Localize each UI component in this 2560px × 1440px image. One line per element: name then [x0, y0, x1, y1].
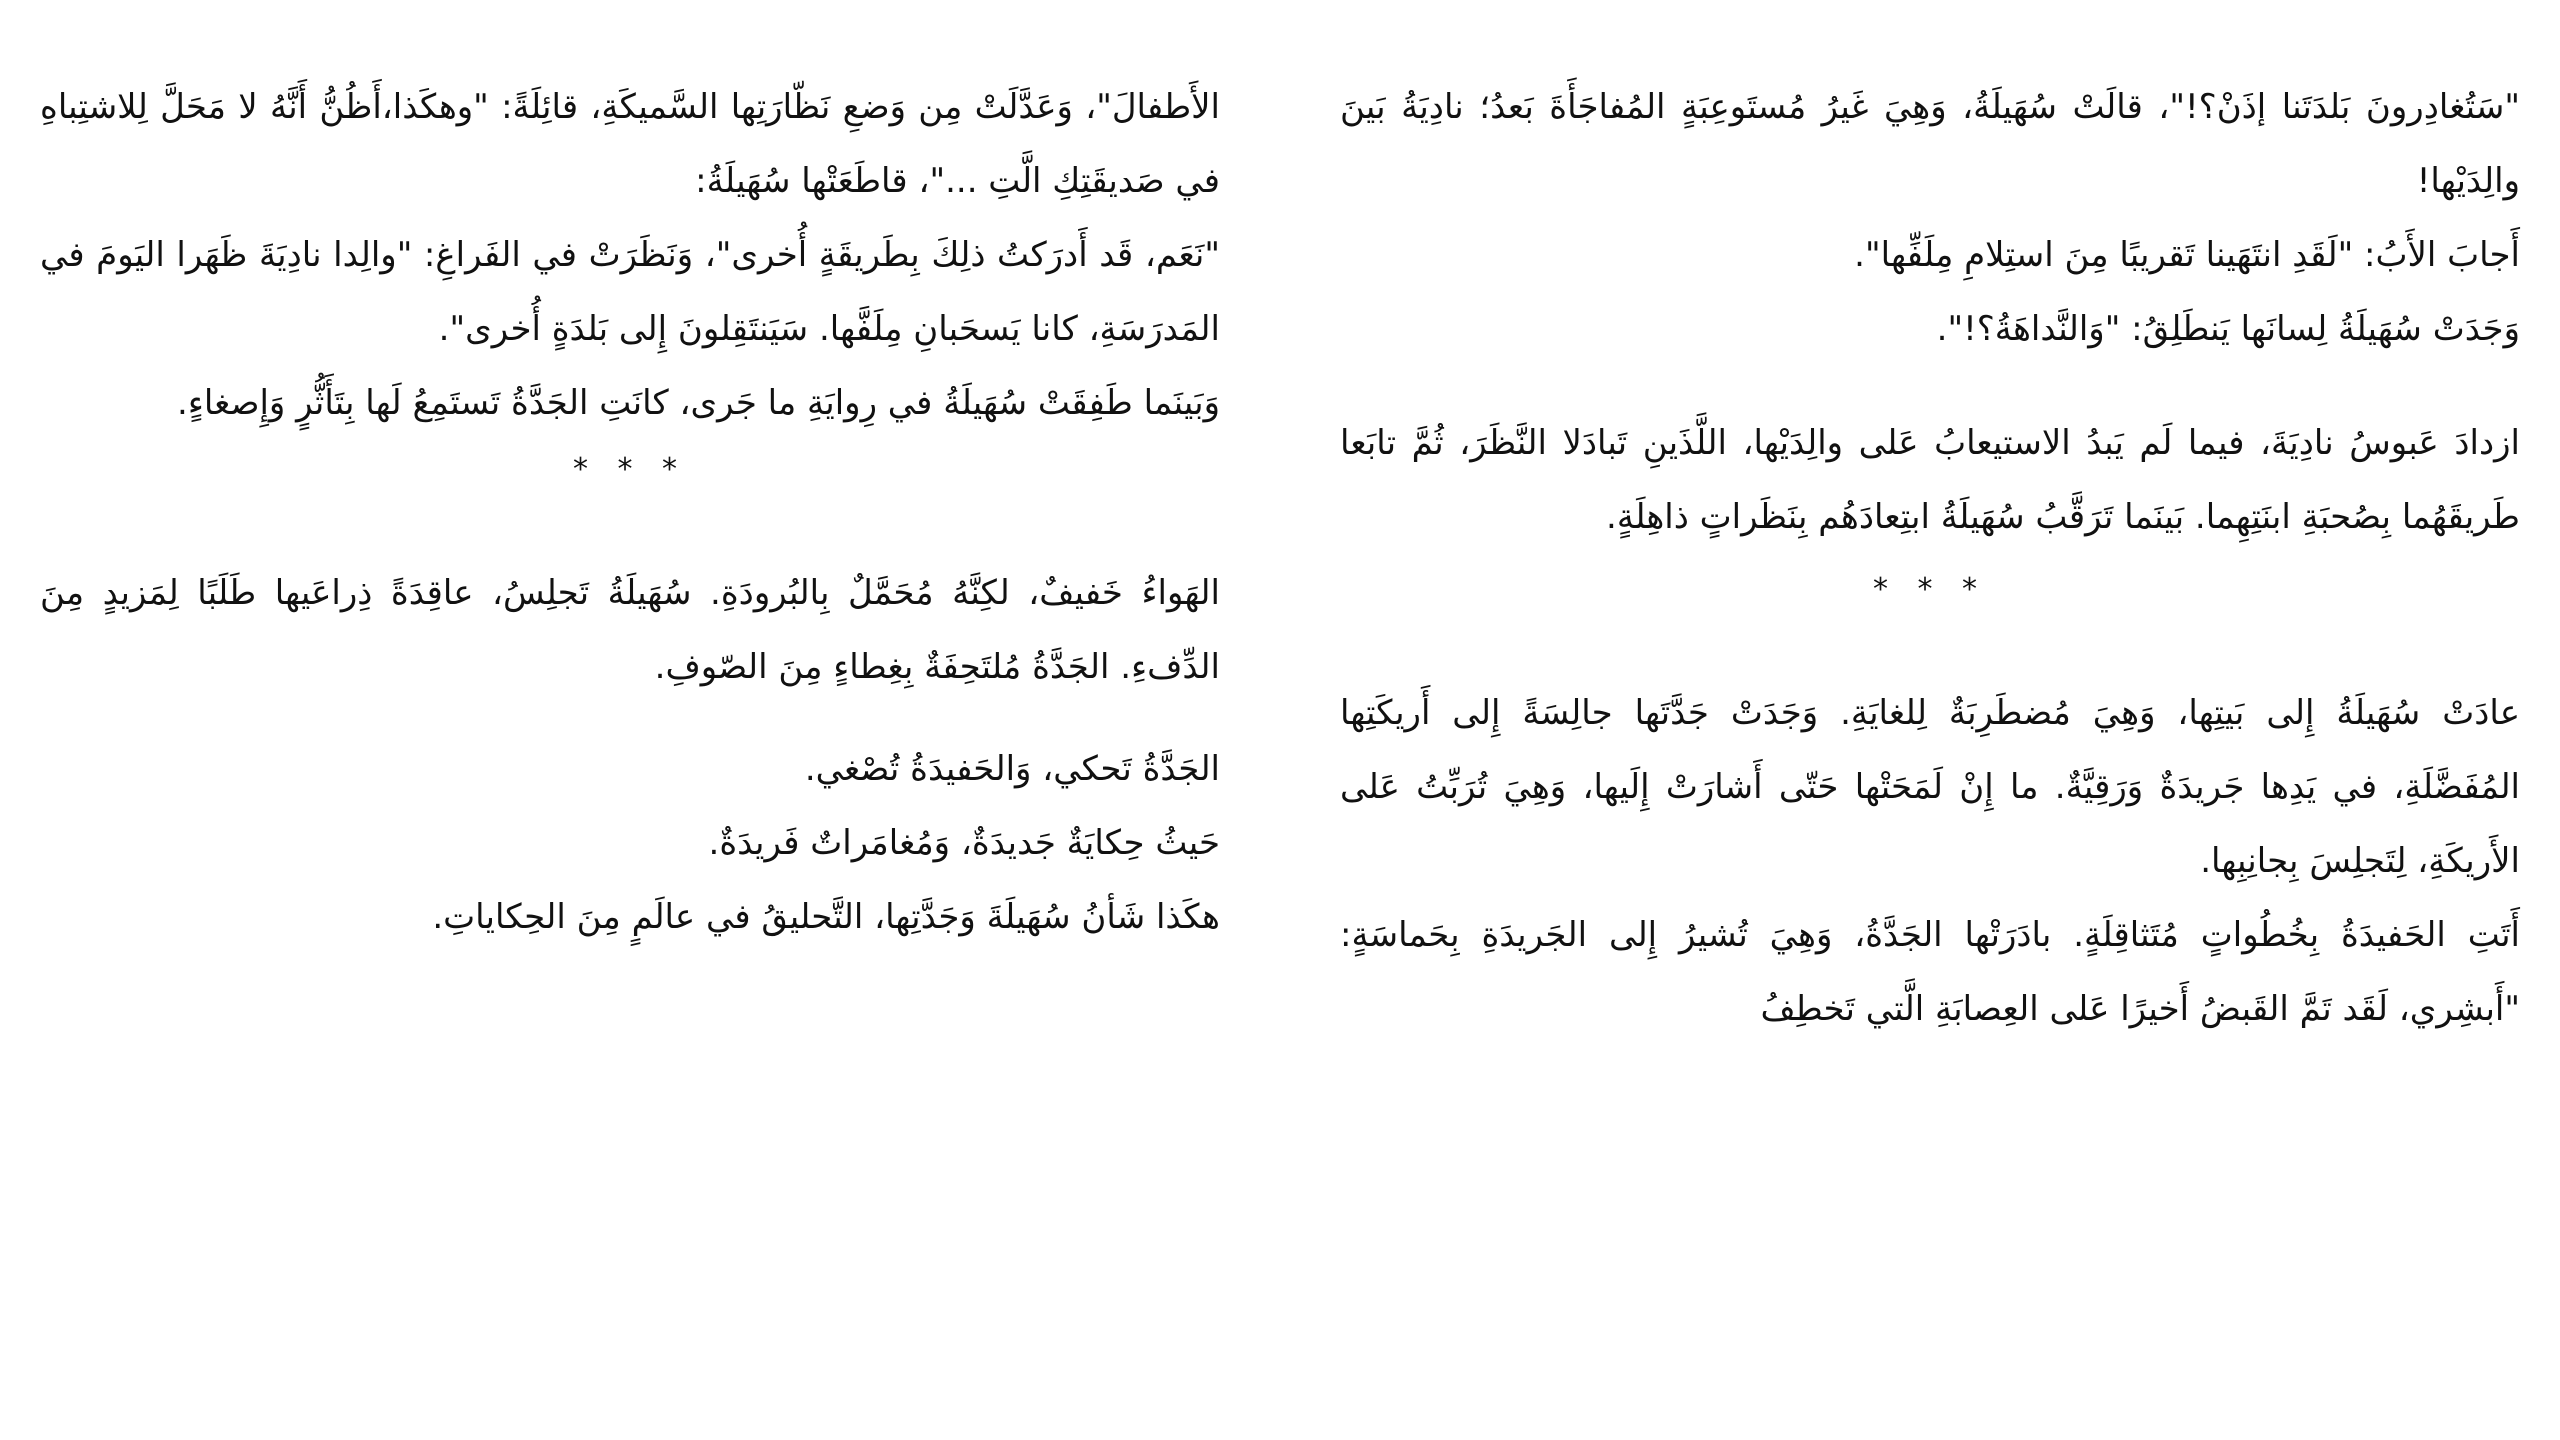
right-paragraph-4: ازدادَ عَبوسُ نادِيَةَ، فيما لَم يَبدُ الاستيعابُ عَلى والِدَيْها، اللَّذَينِ تَبادَلا النَّظَرَ، ثُمَّ تابَعا طَريقَهُما بِصُحبَةِ ابنَتِهِما. بَينَما تَرَقَّبُ سُهَيلَةُ ابتِعادَهُم بِنَظَراتٍ ذاهِلَةٍ. — [1340, 423, 2520, 537]
right-paragraph-3: وَجَدَتْ سُهَيلَةُ لِسانَها يَنطَلِقُ: "وَالنَّداهَةُ؟!". — [1936, 309, 2520, 349]
right-page — [1340, 70, 2520, 1046]
paragraph-gap — [1340, 366, 2520, 406]
section-separator: * * * — [1872, 572, 1988, 607]
paragraph-gap — [40, 704, 1220, 732]
left-page — [40, 70, 1220, 954]
left-paragraph-1: الأَطفالَ"، وَعَدَّلَتْ مِن وَضعِ نَظّارَتِها السَّميكَةِ، قائِلَةً: "وهكَذا،أَظُنُّ أَنَّهُ لا مَحَلَّ لِلاشتِباهِ في صَديقَتِكِ الَّتِ ..."، قاطَعَتْها سُهَيلَةُ: — [40, 87, 1220, 201]
right-paragraph-6: أَتَتِ الحَفيدَةُ بِخُطُواتٍ مُتَثاقِلَةٍ. بادَرَتْها الجَدَّةُ، وَهِيَ تُشيرُ إِلى الجَريدَةِ بِحَماسَةٍ: "أَبشِري، لَقَد تَمَّ القَبضُ أَخيرًا عَلى العِصابَةِ الَّتي تَخطِفُ — [1340, 915, 2520, 1029]
left-paragraph-4: الهَواءُ خَفيفٌ، لكِنَّهُ مُحَمَّلٌ بِالبُرودَةِ. سُهَيلَةُ تَجلِسُ، عاقِدَةً ذِراعَيها طَلَبًا لِمَزيدٍ مِنَ الدِّفءِ. الجَدَّةُ مُلتَحِفَةٌ بِغِطاءٍ مِنَ الصّوفِ. — [40, 573, 1220, 687]
left-paragraph-3: وَبَينَما طَفِقَتْ سُهَيلَةُ في رِوايَةِ ما جَرى، كانَتِ الجَدَّةُ تَستَمِعُ لَها بِتَأَثُّرٍ وَإِصغاءٍ. — [177, 383, 1220, 423]
left-paragraph-6: حَيثُ حِكايَةٌ جَديدَةٌ، وَمُغامَراتٌ فَريدَةٌ. — [708, 823, 1220, 863]
right-paragraph-5: عادَتْ سُهَيلَةُ إِلى بَيتِها، وَهِيَ مُضطَرِبَةٌ لِلغايَةِ. وَجَدَتْ جَدَّتَها جالِسَةً إِلى أَريكَتِها المُفَضَّلَةِ، في يَدِها جَريدَةٌ وَرَقِيَّةٌ. ما إِنْ لَمَحَتْها حَتّى أَشارَتْ إِلَيها، وَهِيَ تُرَبِّتُ عَلى الأَريكَةِ، لِتَجلِسَ بِجانِبِها. — [1340, 693, 2520, 881]
left-paragraph-5: الجَدَّةُ تَحكي، وَالحَفيدَةُ تُصْغي. — [804, 749, 1220, 789]
left-paragraph-7: هكَذا شَأنُ سُهَيلَةَ وَجَدَّتِها، التَّحليقُ في عالَمٍ مِنَ الحِكاياتِ. — [432, 897, 1220, 937]
section-separator: * * * — [572, 452, 688, 487]
right-paragraph-2: أَجابَ الأَبُ: "لَقَدِ انتَهَينا تَقريبًا مِنَ استِلامِ مِلَفِّها". — [1854, 235, 2520, 275]
right-paragraph-1: "سَتُغادِرونَ بَلدَتَنا إذَنْ؟!"، قالَتْ سُهَيلَةُ، وَهِيَ غَيرُ مُستَوعِبَةٍ المُفاجَأَةَ بَعدُ؛ نادِيَةُ بَينَ والِدَيْها! — [1340, 87, 2520, 201]
left-paragraph-2: "نَعَم، قَد أَدرَكتُ ذلِكَ بِطَريقَةٍ أُخرى"، وَنَظَرَتْ في الفَراغِ: "والِدا نادِيَةَ ظَهَرا اليَومَ في المَدرَسَةِ، كانا يَسحَبانِ مِلَفَّها. سَيَنتَقِلونَ إِلى بَلدَةٍ أُخرى". — [40, 235, 1220, 349]
